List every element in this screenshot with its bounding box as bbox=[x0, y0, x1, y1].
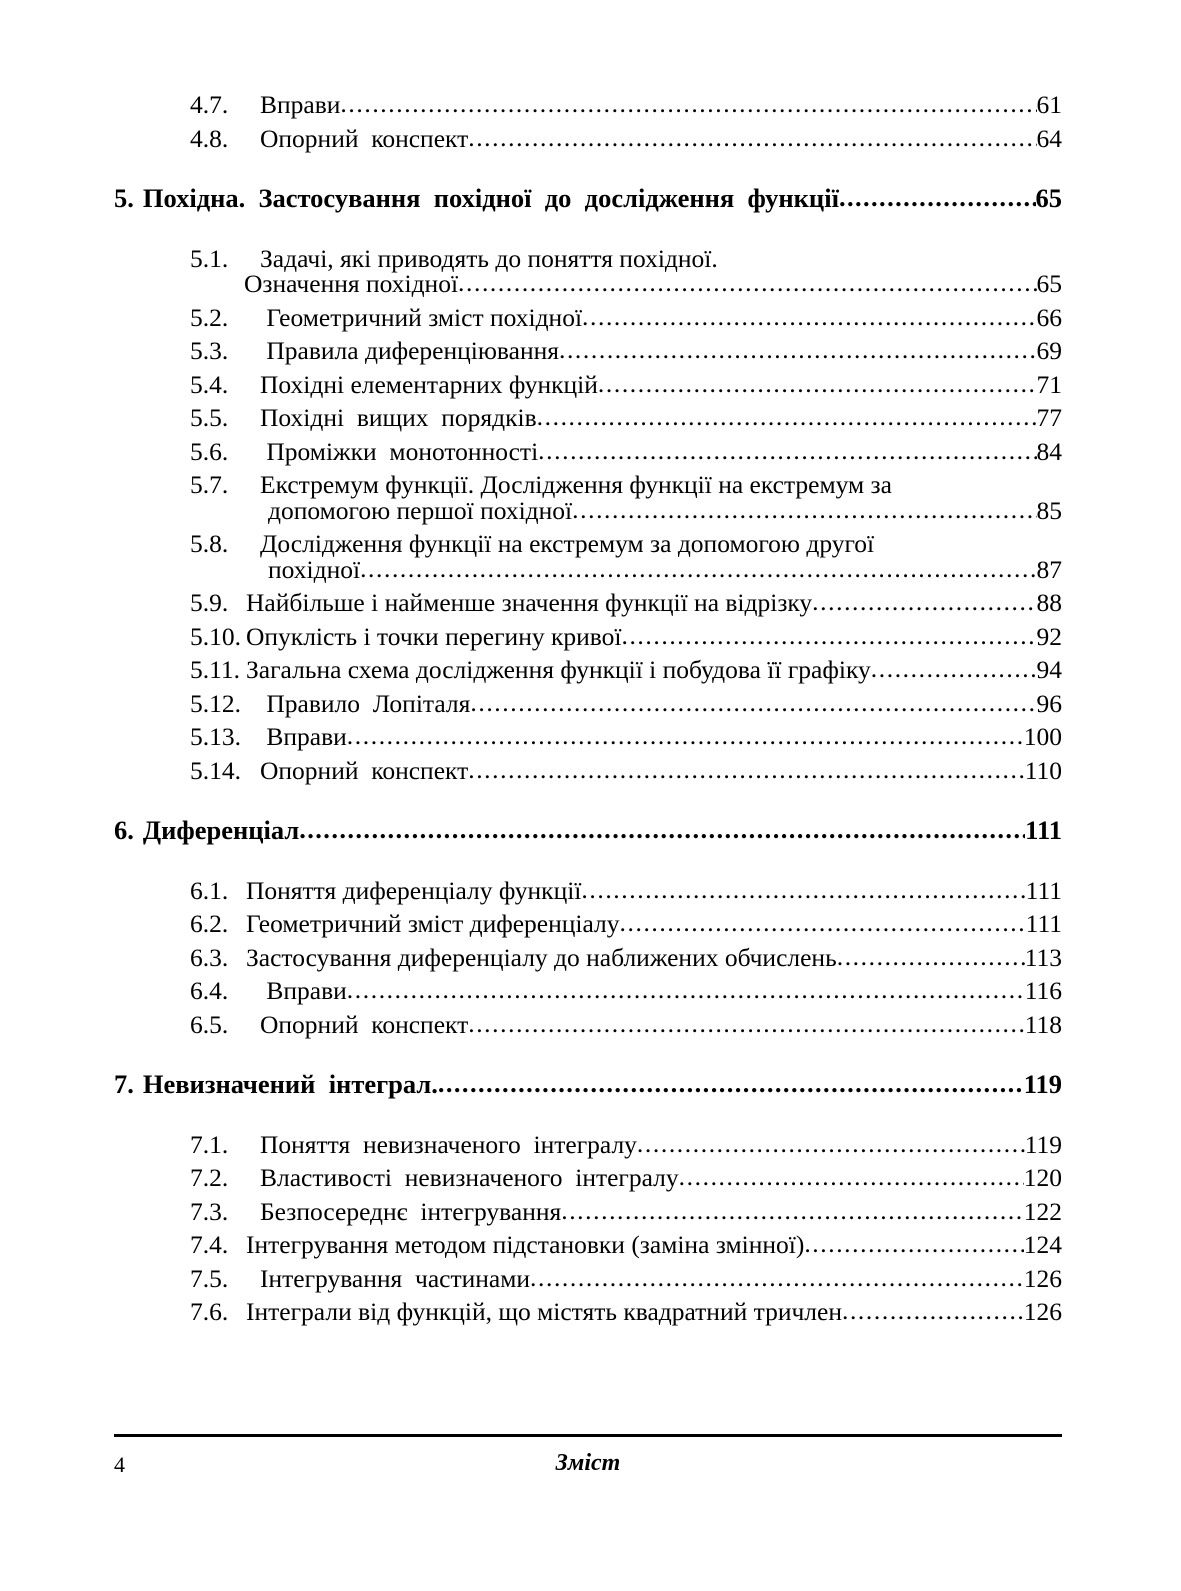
table-of-contents bbox=[114, 92, 1062, 1333]
toc-dot-leader bbox=[839, 184, 1036, 211]
toc-entry-title: Загальна схема дослідження функції і побудова її графіку bbox=[246, 655, 871, 684]
toc-dot-leader bbox=[438, 1070, 1024, 1097]
toc-entry-line bbox=[190, 472, 1062, 498]
toc-dot-leader bbox=[679, 1164, 1024, 1190]
toc-entry-number: 5.14. bbox=[190, 755, 241, 785]
toc-entry[interactable] bbox=[190, 436, 1062, 466]
toc-entry-title: Безпосереднє інтегрування bbox=[260, 1196, 562, 1226]
toc-dot-leader bbox=[299, 816, 1025, 843]
toc-entry-line bbox=[190, 688, 1062, 718]
toc-entry-title: Опорний конспект bbox=[260, 1009, 469, 1039]
toc-entry-page: 119 bbox=[1023, 1069, 1062, 1099]
toc-entry-page: 110 bbox=[1024, 755, 1062, 785]
toc-dot-leader bbox=[812, 589, 1036, 615]
toc-entry-title: Геометричний зміст диференціалу bbox=[246, 909, 620, 938]
toc-entry-title: Проміжки монотонності bbox=[260, 436, 539, 466]
toc-dot-leader bbox=[804, 1231, 1023, 1257]
toc-entry-title: Властивості невизначеного інтегралу bbox=[260, 1163, 679, 1192]
toc-entry-line bbox=[114, 817, 1062, 844]
toc-entry[interactable] bbox=[190, 1299, 1062, 1325]
toc-entry-line bbox=[190, 978, 1062, 1004]
toc-entry-line bbox=[190, 405, 1062, 431]
toc-entry-title: Опорний конспект bbox=[260, 123, 469, 153]
toc-entry[interactable] bbox=[114, 1071, 1062, 1098]
toc-entry-title: Вправи bbox=[260, 722, 347, 751]
toc-entry[interactable] bbox=[190, 875, 1062, 905]
toc-entry-line-continued bbox=[190, 495, 1062, 525]
toc-entry-line bbox=[114, 185, 1062, 212]
toc-entry-line bbox=[190, 657, 1062, 683]
toc-entry[interactable] bbox=[190, 472, 1062, 523]
toc-entry-page: 66 bbox=[1036, 302, 1062, 332]
toc-entry-page: 120 bbox=[1023, 1163, 1062, 1192]
toc-entry[interactable] bbox=[190, 1232, 1062, 1258]
toc-dot-leader bbox=[538, 438, 1036, 464]
toc-entry-number: 5.1. bbox=[190, 243, 229, 273]
toc-entry[interactable] bbox=[190, 942, 1062, 972]
toc-entry-line bbox=[190, 875, 1062, 905]
toc-entry-number: 5.13. bbox=[190, 722, 241, 751]
toc-entry-line-continued bbox=[190, 271, 1062, 297]
toc-entry-page: 92 bbox=[1036, 621, 1062, 651]
toc-entry-line bbox=[190, 1165, 1062, 1191]
toc-entry-line bbox=[190, 531, 1062, 557]
toc-entry-number: 4.8. bbox=[190, 123, 229, 153]
toc-entry-number: 6.2. bbox=[190, 909, 229, 938]
toc-entry-title: Інтегрування частинами bbox=[260, 1263, 531, 1293]
toc-entry-number: 7.5. bbox=[190, 1263, 229, 1293]
toc-entry-title-continued: допомогою першої похідної bbox=[268, 495, 573, 525]
toc-entry[interactable] bbox=[190, 1165, 1062, 1191]
toc-dot-leader bbox=[842, 1298, 1024, 1324]
toc-entry-number: 5. bbox=[114, 183, 134, 213]
toc-dot-leader bbox=[620, 910, 1026, 936]
toc-entry-title: Вправи bbox=[260, 90, 341, 119]
toc-entry-title-continued: Означення похідної bbox=[244, 269, 459, 298]
toc-entry[interactable] bbox=[190, 978, 1062, 1004]
toc-entry-page: 119 bbox=[1024, 1129, 1062, 1159]
toc-entry-page: 124 bbox=[1023, 1230, 1062, 1259]
toc-entry-line bbox=[190, 1009, 1062, 1039]
toc-entry-page: 85 bbox=[1036, 495, 1062, 525]
toc-entry-line bbox=[114, 1071, 1062, 1098]
toc-entry[interactable] bbox=[190, 1196, 1062, 1226]
toc-entry-page: 111 bbox=[1025, 909, 1062, 938]
toc-entry-number: 5.7. bbox=[190, 470, 229, 499]
toc-entry[interactable] bbox=[190, 369, 1062, 399]
toc-entry-title: Поняття невизначеного інтегралу bbox=[260, 1129, 637, 1159]
toc-entry-line bbox=[190, 243, 1062, 273]
footer-running-title: Зміст bbox=[555, 1450, 621, 1476]
toc-dot-leader bbox=[530, 1265, 1024, 1291]
toc-entry[interactable] bbox=[190, 1263, 1062, 1293]
toc-entry-page: 111 bbox=[1025, 875, 1062, 905]
toc-entry-number: 5.3. bbox=[190, 336, 229, 365]
toc-entry-line bbox=[190, 621, 1062, 651]
toc-entry-line bbox=[190, 1196, 1062, 1226]
toc-entry-number: 5.6. bbox=[190, 436, 229, 466]
toc-entry-title: Правила диференціювання bbox=[260, 336, 559, 365]
toc-entry-number: 5.5. bbox=[190, 403, 229, 432]
toc-entry-page: 61 bbox=[1036, 90, 1062, 119]
toc-entry[interactable] bbox=[190, 405, 1062, 431]
toc-entry-line-continued bbox=[190, 554, 1062, 584]
toc-entry-title: Опуклість і точки перегину кривої bbox=[246, 621, 622, 651]
toc-entry-number: 5.11. bbox=[190, 655, 241, 684]
toc-entry-title: Похідні вищих порядків bbox=[260, 403, 537, 432]
toc-entry[interactable] bbox=[190, 123, 1062, 153]
toc-dot-leader bbox=[561, 1198, 1024, 1224]
toc-entry-title-continued: похідної bbox=[268, 554, 361, 584]
toc-entry-page: 100 bbox=[1023, 722, 1062, 751]
toc-dot-leader bbox=[360, 556, 1036, 582]
toc-entry-number: 6.3. bbox=[190, 942, 229, 972]
toc-entry-line bbox=[190, 302, 1062, 332]
toc-entry-page: 77 bbox=[1036, 403, 1062, 432]
toc-entry-line bbox=[190, 755, 1062, 785]
toc-entry-line bbox=[190, 369, 1062, 399]
toc-entry-line bbox=[190, 123, 1062, 153]
toc-entry-number: 5.9. bbox=[190, 588, 229, 617]
toc-entry[interactable] bbox=[190, 621, 1062, 651]
footer-page-number: 4 bbox=[114, 1452, 125, 1477]
toc-entry-number: 7.2. bbox=[190, 1163, 229, 1192]
toc-entry-page: 84 bbox=[1036, 436, 1062, 466]
toc-entry-number: 6.5. bbox=[190, 1009, 229, 1039]
toc-entry-title: Дослідження функції на екстремум за допомогою другої bbox=[260, 529, 875, 558]
toc-entry-title: Інтегрування методом підстановки (заміна змінної) bbox=[246, 1230, 805, 1259]
toc-entry-page: 69 bbox=[1036, 336, 1062, 365]
toc-entry-line bbox=[190, 942, 1062, 972]
toc-dot-leader bbox=[598, 371, 1037, 397]
toc-entry[interactable] bbox=[190, 755, 1062, 785]
toc-entry-number: 4.7. bbox=[190, 90, 229, 119]
toc-entry[interactable] bbox=[190, 724, 1062, 750]
toc-entry-page: 94 bbox=[1036, 655, 1062, 684]
toc-entry-number: 5.12. bbox=[190, 688, 241, 718]
toc-entry-line bbox=[190, 1299, 1062, 1325]
toc-dot-leader bbox=[537, 404, 1037, 430]
toc-entry[interactable] bbox=[190, 243, 1062, 298]
toc-entry-page: 126 bbox=[1023, 1297, 1062, 1326]
toc-entry[interactable] bbox=[190, 911, 1062, 937]
toc-dot-leader bbox=[340, 91, 1036, 117]
toc-entry-page: 122 bbox=[1023, 1196, 1062, 1226]
toc-entry-line bbox=[190, 1232, 1062, 1258]
toc-entry-title: Інтеграли від функцій, що містять квадратний тричлен bbox=[246, 1297, 842, 1326]
toc-entry-number: 6.4. bbox=[190, 976, 229, 1005]
toc-dot-leader bbox=[458, 270, 1036, 296]
toc-dot-leader bbox=[621, 623, 1036, 649]
toc-entry-title: Невизначений інтеграл. bbox=[142, 1069, 438, 1099]
toc-entry[interactable] bbox=[114, 185, 1062, 212]
toc-entry-title: Геометричний зміст похідної bbox=[260, 302, 583, 332]
toc-entry[interactable] bbox=[190, 657, 1062, 683]
toc-entry-number: 5.8. bbox=[190, 529, 229, 558]
toc-dot-leader bbox=[468, 757, 1024, 783]
toc-entry-page: 113 bbox=[1024, 942, 1062, 972]
toc-entry-title: Правило Лопіталя bbox=[260, 688, 471, 718]
toc-dot-leader bbox=[347, 977, 1025, 1003]
toc-entry-page: 96 bbox=[1036, 688, 1062, 718]
toc-entry-number: 5.2. bbox=[190, 302, 229, 332]
toc-entry-line bbox=[190, 724, 1062, 750]
toc-entry-line bbox=[190, 911, 1062, 937]
toc-entry-number: 5.4. bbox=[190, 369, 229, 399]
toc-entry-number: 6.1. bbox=[190, 875, 229, 905]
toc-entry-page: 87 bbox=[1036, 554, 1062, 584]
toc-entry-line bbox=[190, 1129, 1062, 1159]
toc-entry[interactable] bbox=[190, 92, 1062, 118]
toc-entry-number: 7.1. bbox=[190, 1129, 229, 1159]
toc-dot-leader bbox=[582, 304, 1036, 330]
toc-dot-leader bbox=[581, 877, 1025, 903]
toc-dot-leader bbox=[468, 1011, 1024, 1037]
toc-entry-line bbox=[190, 590, 1062, 616]
toc-entry-page: 88 bbox=[1036, 588, 1062, 617]
toc-entry[interactable] bbox=[190, 1129, 1062, 1159]
toc-entry-number: 7. bbox=[114, 1069, 134, 1099]
toc-entry-line bbox=[190, 92, 1062, 118]
toc-entry-title: Вправи bbox=[260, 976, 347, 1005]
toc-entry-title: Диференціал bbox=[142, 815, 300, 845]
toc-entry[interactable] bbox=[190, 688, 1062, 718]
toc-entry-title: Екстремум функції. Дослідження функції на екстремум за bbox=[260, 470, 892, 499]
toc-entry-number: 7.3. bbox=[190, 1196, 229, 1226]
toc-entry[interactable] bbox=[190, 338, 1062, 364]
toc-entry[interactable] bbox=[190, 1009, 1062, 1039]
toc-entry-page: 126 bbox=[1023, 1263, 1062, 1293]
toc-dot-leader bbox=[871, 656, 1037, 682]
toc-entry-page: 64 bbox=[1036, 123, 1062, 153]
toc-entry[interactable] bbox=[190, 531, 1062, 582]
toc-dot-leader bbox=[347, 723, 1024, 749]
toc-entry-line bbox=[190, 338, 1062, 364]
toc-dot-leader bbox=[572, 497, 1036, 523]
toc-entry-number: 7.6. bbox=[190, 1297, 229, 1326]
toc-entry-line bbox=[190, 1263, 1062, 1293]
toc-entry[interactable] bbox=[190, 302, 1062, 332]
toc-entry-page: 65 bbox=[1036, 269, 1062, 298]
page-footer bbox=[114, 1448, 1062, 1488]
toc-entry[interactable] bbox=[190, 590, 1062, 616]
toc-entry-number: 7.4. bbox=[190, 1230, 229, 1259]
toc-entry-title: Задачі, які приводять до поняття похідної. bbox=[260, 243, 718, 273]
toc-entry-title: Поняття диференціалу функції bbox=[246, 875, 582, 905]
toc-dot-leader bbox=[470, 690, 1036, 716]
toc-entry-page: 116 bbox=[1024, 976, 1062, 1005]
toc-entry-number: 6. bbox=[114, 815, 134, 845]
toc-dot-leader bbox=[637, 1131, 1025, 1157]
toc-entry-page: 111 bbox=[1025, 815, 1062, 845]
toc-entry-line bbox=[190, 436, 1062, 466]
toc-dot-leader bbox=[468, 125, 1036, 151]
toc-entry-page: 71 bbox=[1036, 369, 1062, 399]
toc-entry-title: Похідні елементарних функцій bbox=[260, 369, 598, 399]
toc-entry[interactable] bbox=[114, 817, 1062, 844]
toc-entry-title: Найбільше і найменше значення функції на відрізку bbox=[246, 588, 813, 617]
footer-divider bbox=[114, 1434, 1062, 1437]
toc-entry-page: 65 bbox=[1035, 183, 1062, 213]
toc-dot-leader bbox=[559, 337, 1037, 363]
toc-dot-leader bbox=[837, 944, 1025, 970]
toc-entry-number: 5.10. bbox=[190, 621, 241, 651]
toc-entry-title: Похідна. Застосування похідної до дослідження функції bbox=[142, 183, 839, 213]
toc-entry-title: Опорний конспект bbox=[260, 755, 469, 785]
toc-entry-page: 118 bbox=[1024, 1009, 1062, 1039]
toc-entry-title: Застосування диференціалу до наближених обчислень bbox=[246, 942, 837, 972]
